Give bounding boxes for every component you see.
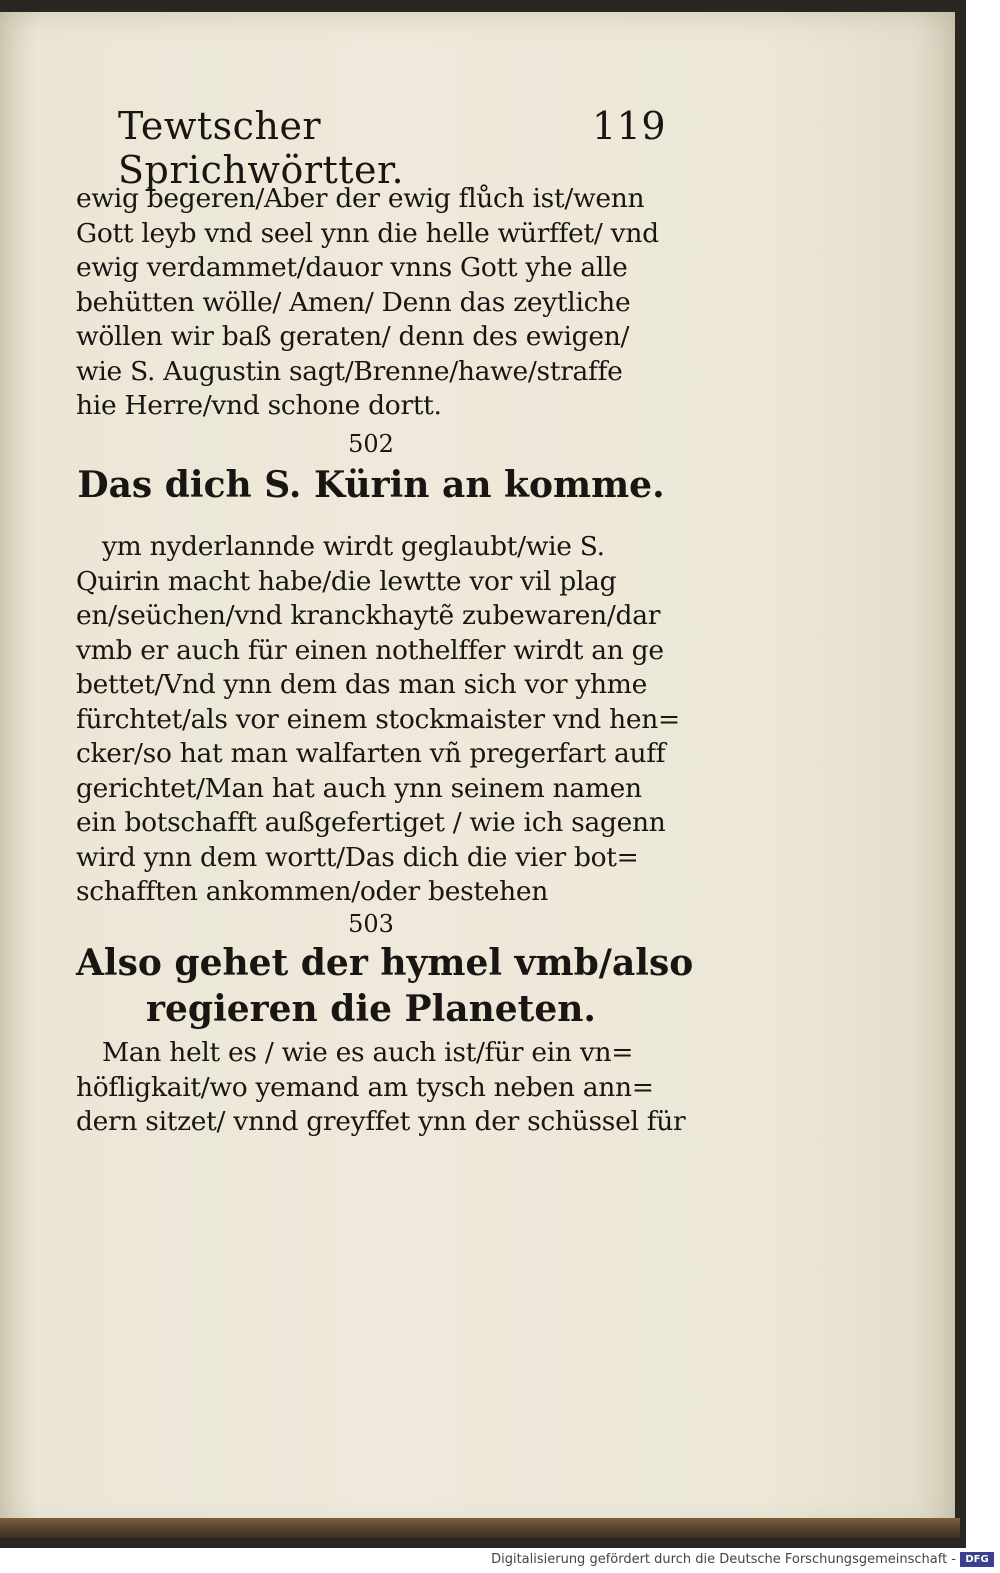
entry-heading: Das dich S. Kürin an komme.: [77, 464, 665, 506]
text-line: cker/so hat man walfarten vñ pregerfart auff: [76, 738, 666, 769]
entry-heading-line: Also gehet der hymel vmb/also: [76, 942, 694, 984]
entry-number: 502: [348, 430, 394, 458]
running-head-title: Tewtscher Sprichwörtter.: [118, 104, 405, 192]
text-line: höfligkait/wo yemand am tysch neben ann=: [76, 1071, 654, 1103]
text-line: Man helt es / wie es auch ist/für ein vn=: [102, 1037, 634, 1068]
text-line: ym nyderlannde wirdt geglaubt/wie S.: [102, 531, 605, 562]
entry-number: 503: [348, 910, 394, 938]
entry-heading-line: regieren die Planeten.: [146, 988, 596, 1030]
dfg-logo: DFG: [960, 1552, 994, 1567]
text-line: bettet/Vnd ynn dem das man sich vor yhme: [76, 669, 648, 700]
text-line: behütten wölle/ Amen/ Denn das zeytliche: [76, 286, 631, 318]
text-line: ewig verdammet/dauor vnns Gott yhe alle: [76, 252, 628, 283]
text-line: Quirin macht habe/die lewtte vor vil plag: [76, 565, 617, 597]
entry-502-body: [76, 530, 680, 910]
text-line: vmb er auch für einen nothelffer wirdt an ge: [76, 634, 664, 666]
text-line: wie S. Augustin sagt/Brenne/hawe/straffe: [76, 355, 623, 387]
entry-503: [76, 910, 694, 1032]
text-line: gerichtet/Man hat auch ynn seinem namen: [76, 772, 642, 804]
text-line: fürchtet/als vor einem stockmaister vnd hen=: [76, 703, 680, 735]
text-line: dern sitzet/ vnnd greyffet ynn der schüssel für: [76, 1106, 686, 1137]
text-line: wird ynn dem wortt/Das dich die vier bot=: [76, 841, 639, 873]
page-bottom-edge: [0, 1518, 960, 1538]
text-line: ewig begeren/Aber der ewig flůch ist/wenn: [76, 183, 645, 214]
text-line: en/seüchen/vnd kranckhaytẽ zubewaren/dar: [76, 600, 661, 631]
entry-503-body: [76, 1036, 686, 1140]
funding-credit: Digitalisierung gefördert durch die Deutsche Forschungsgemeinschaft -: [491, 1552, 956, 1567]
entry-502: [76, 432, 666, 508]
text-line: wöllen wir baß geraten/ denn des ewigen/: [76, 321, 630, 352]
text-line: Gott leyb vnd seel ynn die helle würffet/ vnd: [76, 217, 659, 249]
page-number: 119: [591, 104, 666, 148]
text-line: ein botschafft außgefertiget / wie ich sagenn: [76, 807, 666, 838]
text-line: schafften ankommen/oder bestehen: [76, 876, 549, 907]
text-line: hie Herre/vnd schone dortt.: [76, 390, 442, 421]
continuation-paragraph: [76, 182, 666, 424]
running-head: [118, 104, 666, 192]
